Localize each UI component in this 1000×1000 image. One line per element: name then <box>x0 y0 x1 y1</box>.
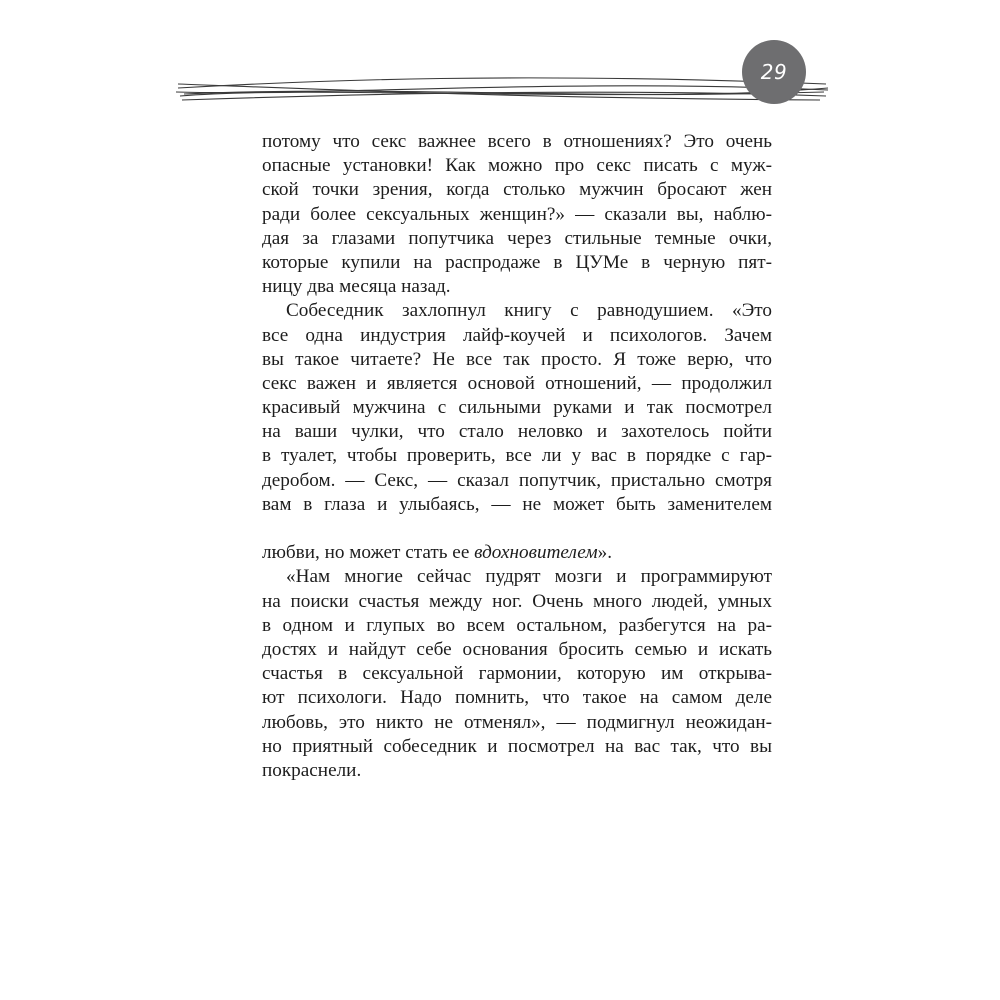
text-line: Собеседник захлопнул книгу с равнодушием. «Это <box>286 300 772 322</box>
text-line: ради более сексуальных женщин?» — сказали вы, наблю- <box>262 203 772 225</box>
text-fragment: ». <box>597 542 612 564</box>
text-line: любовь, это никто не отменял», — подмигнул неожидан- <box>262 711 772 733</box>
text-line: дая за глазами попутчика через стильные темные очки, <box>262 227 772 249</box>
text-line: секс важен и является основой отношений, — продолжил <box>262 372 772 394</box>
text-line: красивый мужчина с сильными руками и так посмотрел <box>262 397 772 419</box>
text-line: ницу два месяца назад. <box>262 276 451 298</box>
text-line: достях и найдут себе основания бросить семью и искать <box>262 638 772 660</box>
body-text <box>262 130 772 783</box>
text-line: деробом. — Секс, — сказал попутчик, пристально смотря <box>262 469 772 491</box>
text-fragment: любви, но может стать ее <box>262 542 475 564</box>
text-line: ют психологи. Надо помнить, что такое на самом деле <box>262 687 772 709</box>
decorative-wave-line <box>184 88 828 94</box>
text-line: которые купили на распродаже в ЦУМе в черную пят- <box>262 251 772 273</box>
text-line: на поиски счастья между ног. Очень много людей, умных <box>262 590 772 612</box>
text-line: вы такое читаете? Не все так просто. Я тоже верю, что <box>262 348 772 370</box>
page-number: 29 <box>760 60 788 84</box>
text-line: опасные установки! Как можно про секс писать с муж- <box>262 155 772 177</box>
paragraph <box>262 299 772 565</box>
text-line: счастья в сексуальной гармонии, которую им открыва- <box>262 663 772 685</box>
header-decoration <box>0 0 1000 130</box>
text-line: «Нам многие сейчас пудрят мозги и программируют <box>286 566 772 588</box>
paragraph <box>262 130 772 299</box>
page-number-badge <box>742 40 806 104</box>
text-line <box>262 541 772 565</box>
text-line: но приятный собеседник и посмотрел на вас так, что вы <box>262 735 772 757</box>
text-line <box>262 517 772 541</box>
paragraph <box>262 565 772 783</box>
text-line: на ваши чулки, что стало неловко и захотелось пойти <box>262 421 772 443</box>
text-line: вам в глаза и улыбаясь, — не может быть заменителем <box>262 493 772 515</box>
text-line: потому что секс важнее всего в отношениях? Это очень <box>262 131 772 152</box>
text-line: покраснели. <box>262 759 362 781</box>
text-line: в туалет, чтобы проверить, все ли у вас в порядке с гар- <box>262 445 772 467</box>
text-line: в одном и глупых во всем остальном, разбегутся на ра- <box>262 614 772 636</box>
italic-word: вдохновителем <box>474 542 598 564</box>
text-line: все одна индустрия лайф-коучей и психологов. Зачем <box>262 324 772 346</box>
text-line: ской точки зрения, когда столько мужчин бросают жен <box>262 179 772 201</box>
